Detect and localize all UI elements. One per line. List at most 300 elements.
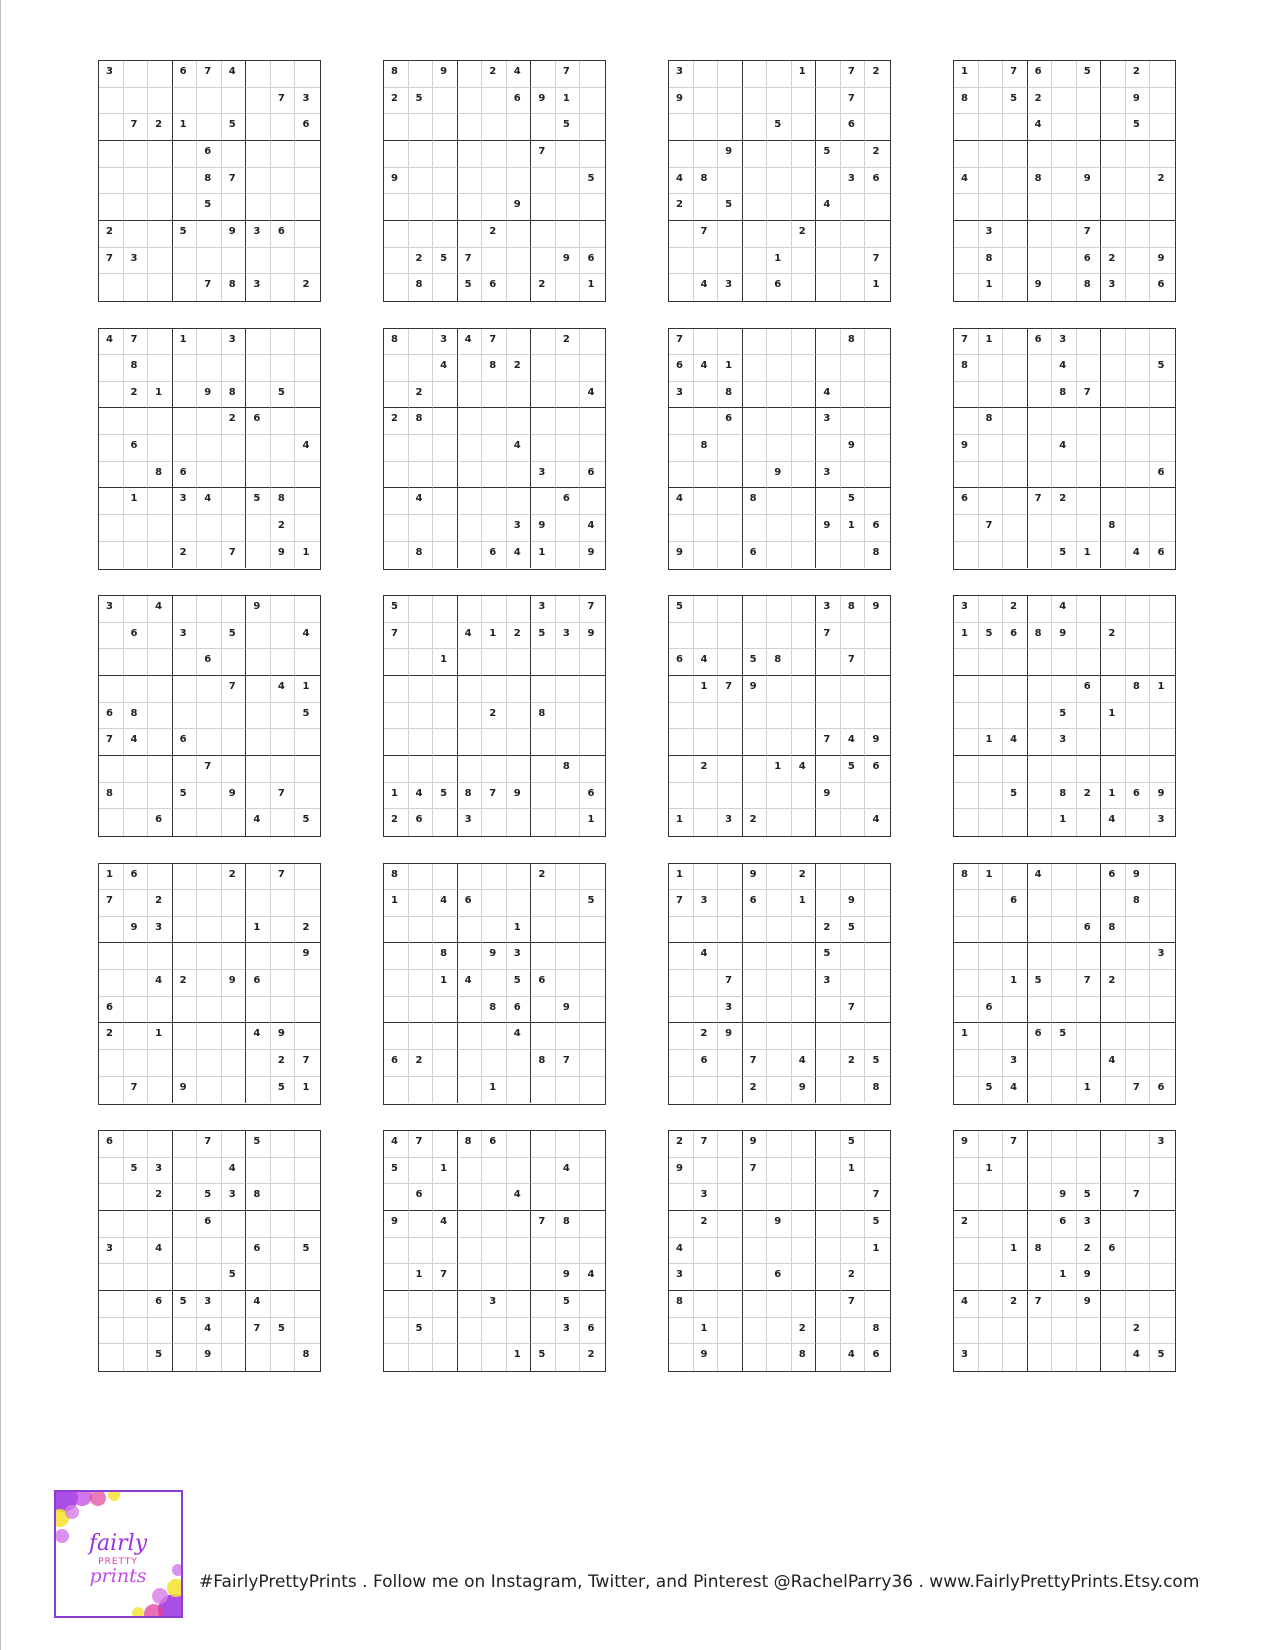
sudoku-cell	[384, 141, 409, 168]
sudoku-cell: 8	[482, 355, 507, 382]
sudoku-cell: 1	[865, 1238, 890, 1265]
sudoku-cell	[507, 1158, 532, 1185]
sudoku-cell	[482, 809, 507, 836]
sudoku-cell	[507, 221, 532, 248]
sudoku-cell	[482, 917, 507, 944]
sudoku-cell	[173, 997, 198, 1024]
sudoku-cell: 8	[1126, 676, 1151, 703]
sudoku-cell	[531, 729, 556, 756]
sudoku-cell	[979, 1264, 1004, 1291]
sudoku-cell	[458, 1291, 483, 1318]
sudoku-cell: 6	[531, 970, 556, 997]
sudoku-cell: 2	[1126, 61, 1151, 88]
sudoku-cell: 2	[99, 221, 124, 248]
sudoku-cell: 9	[531, 515, 556, 542]
sudoku-cell	[482, 676, 507, 703]
sudoku-cell	[531, 61, 556, 88]
sudoku-cell	[718, 1131, 743, 1158]
sudoku-cell	[1003, 462, 1028, 489]
sudoku-cell	[556, 890, 581, 917]
sudoku-cell	[556, 1077, 581, 1104]
sudoku-cell	[197, 88, 222, 115]
sudoku-cell	[433, 703, 458, 730]
sudoku-cell	[458, 1211, 483, 1238]
sudoku-puzzle	[953, 1130, 1176, 1372]
sudoku-cell: 5	[433, 248, 458, 275]
sudoku-cell: 8	[531, 703, 556, 730]
sudoku-cell	[173, 943, 198, 970]
sudoku-cell	[458, 515, 483, 542]
sudoku-cell	[954, 408, 979, 435]
sudoku-cell: 2	[173, 970, 198, 997]
sudoku-cell	[222, 1238, 247, 1265]
sudoku-cell: 7	[816, 729, 841, 756]
sudoku-cell	[124, 1131, 149, 1158]
sudoku-cell: 5	[979, 623, 1004, 650]
sudoku-cell	[148, 355, 173, 382]
sudoku-cell	[954, 676, 979, 703]
sudoku-cell	[1101, 221, 1126, 248]
sudoku-cell	[669, 703, 694, 730]
sudoku-cell	[816, 542, 841, 569]
sudoku-cell	[1052, 676, 1077, 703]
sudoku-cell	[767, 783, 792, 810]
sudoku-cell	[1052, 168, 1077, 195]
sudoku-cell	[482, 88, 507, 115]
sudoku-puzzle	[383, 863, 606, 1105]
sudoku-cell: 4	[222, 61, 247, 88]
sudoku-cell: 3	[556, 623, 581, 650]
sudoku-cell: 5	[507, 970, 532, 997]
sudoku-cell	[409, 329, 434, 356]
sudoku-cell	[1150, 649, 1175, 676]
sudoku-cell	[1077, 408, 1102, 435]
sudoku-cell	[271, 248, 296, 275]
sudoku-cell	[979, 488, 1004, 515]
sudoku-cell	[954, 756, 979, 783]
sudoku-cell	[1028, 141, 1053, 168]
sudoku-cell	[954, 274, 979, 301]
sudoku-cell	[531, 1158, 556, 1185]
sudoku-cell: 2	[743, 809, 768, 836]
sudoku-cell	[99, 114, 124, 141]
sudoku-cell: 7	[433, 1264, 458, 1291]
sudoku-cell	[433, 864, 458, 891]
sudoku-cell	[222, 890, 247, 917]
sudoku-cell: 6	[743, 890, 768, 917]
sudoku-cell	[979, 1318, 1004, 1345]
sudoku-cell	[1003, 1184, 1028, 1211]
sudoku-cell: 1	[173, 114, 198, 141]
sudoku-cell	[271, 1131, 296, 1158]
sudoku-cell: 3	[669, 382, 694, 409]
sudoku-cell: 1	[295, 676, 320, 703]
sudoku-cell	[222, 1050, 247, 1077]
sudoku-cell: 9	[841, 890, 866, 917]
sudoku-cell	[1028, 1184, 1053, 1211]
sudoku-cell	[1028, 248, 1053, 275]
sudoku-cell	[767, 194, 792, 221]
sudoku-cell: 2	[482, 221, 507, 248]
sudoku-cell	[580, 1023, 605, 1050]
sudoku-cell	[841, 1023, 866, 1050]
sudoku-cell	[295, 61, 320, 88]
sudoku-cell: 2	[507, 355, 532, 382]
sudoku-cell: 9	[865, 596, 890, 623]
sudoku-cell: 6	[482, 1131, 507, 1158]
sudoku-cell	[954, 890, 979, 917]
sudoku-cell	[482, 1050, 507, 1077]
sudoku-cell	[507, 1050, 532, 1077]
sudoku-cell: 2	[148, 114, 173, 141]
sudoku-cell	[767, 515, 792, 542]
sudoku-cell	[99, 649, 124, 676]
sudoku-cell	[531, 435, 556, 462]
sudoku-cell	[148, 194, 173, 221]
sudoku-cell	[173, 88, 198, 115]
sudoku-cell: 9	[295, 943, 320, 970]
sudoku-cell: 8	[872, 546, 880, 558]
sudoku-cell: 5	[222, 623, 247, 650]
sudoku-cell: 6	[694, 1050, 719, 1077]
sudoku-cell: 2	[409, 382, 434, 409]
sudoku-cell: 1	[531, 542, 556, 569]
sudoku-cell: 6	[1052, 1211, 1077, 1238]
sudoku-cell: 2	[1077, 1238, 1102, 1265]
sudoku-cell	[458, 1344, 483, 1371]
sudoku-cell	[792, 1184, 817, 1211]
sudoku-cell	[433, 809, 458, 836]
sudoku-cell	[694, 970, 719, 997]
sudoku-cell	[384, 970, 409, 997]
sudoku-cell	[173, 1238, 198, 1265]
sudoku-cell	[580, 729, 605, 756]
sudoku-cell: 5	[1126, 114, 1151, 141]
sudoku-cell	[246, 943, 271, 970]
sudoku-cell: 6	[1077, 248, 1102, 275]
sudoku-cell	[841, 462, 866, 489]
sudoku-cell: 8	[124, 703, 149, 730]
sudoku-cell: 1	[148, 1023, 173, 1050]
sudoku-cell	[1126, 703, 1151, 730]
sudoku-cell: 8	[865, 1318, 890, 1345]
sudoku-cell: 4	[792, 1050, 817, 1077]
sudoku-cell: 2	[148, 1184, 173, 1211]
sudoku-cell: 5	[1003, 783, 1028, 810]
sudoku-cell	[148, 1264, 173, 1291]
sudoku-cell	[1101, 1211, 1126, 1238]
sudoku-cell	[99, 88, 124, 115]
sudoku-cell	[148, 542, 173, 569]
sudoku-cell	[694, 1291, 719, 1318]
sudoku-cell: 4	[433, 355, 458, 382]
sudoku-cell	[580, 355, 605, 382]
sudoku-cell: 4	[433, 890, 458, 917]
sudoku-cell: 4	[1101, 809, 1126, 836]
sudoku-cell: 2	[409, 248, 434, 275]
sudoku-cell	[767, 809, 792, 836]
sudoku-cell	[507, 408, 532, 435]
sudoku-cell	[148, 329, 173, 356]
sudoku-cell: 9	[718, 141, 743, 168]
sudoku-cell	[222, 596, 247, 623]
sudoku-cell	[458, 408, 483, 435]
sudoku-cell	[433, 194, 458, 221]
sudoku-cell: 5	[271, 1077, 296, 1104]
sudoku-cell	[99, 168, 124, 195]
sudoku-cell: 2	[222, 864, 247, 891]
sudoku-cell	[222, 141, 247, 168]
sudoku-cell	[1028, 515, 1053, 542]
sudoku-puzzle	[98, 328, 321, 570]
sudoku-cell: 9	[792, 1077, 817, 1104]
sudoku-cell	[1003, 488, 1028, 515]
sudoku-cell: 1	[587, 279, 595, 291]
sudoku-cell	[458, 1158, 483, 1185]
sudoku-cell	[865, 114, 890, 141]
sudoku-cell	[124, 1264, 149, 1291]
page-edge	[0, 0, 1, 1650]
sudoku-cell	[816, 274, 841, 301]
sudoku-cell	[954, 970, 979, 997]
sudoku-cell: 3	[816, 462, 841, 489]
sudoku-cell: 6	[409, 809, 434, 836]
sudoku-cell	[792, 703, 817, 730]
sudoku-cell	[979, 382, 1004, 409]
sudoku-cell	[1150, 1264, 1175, 1291]
sudoku-cell	[816, 1264, 841, 1291]
sudoku-cell	[841, 141, 866, 168]
sudoku-cell	[384, 248, 409, 275]
sudoku-cell	[1003, 1344, 1028, 1371]
sudoku-cell	[1028, 1318, 1053, 1345]
sudoku-cell	[531, 408, 556, 435]
sudoku-cell	[694, 515, 719, 542]
sudoku-cell	[148, 88, 173, 115]
sudoku-cell	[458, 676, 483, 703]
sudoku-cell: 6	[124, 435, 149, 462]
sudoku-cell	[669, 408, 694, 435]
sudoku-cell	[556, 649, 581, 676]
sudoku-cell	[173, 756, 198, 783]
sudoku-cell: 8	[979, 248, 1004, 275]
sudoku-cell: 6	[173, 61, 198, 88]
sudoku-cell: 1	[872, 279, 880, 291]
sudoku-cell: 6	[580, 783, 605, 810]
sudoku-cell	[271, 355, 296, 382]
sudoku-cell	[246, 1077, 271, 1104]
sudoku-cell	[580, 997, 605, 1024]
sudoku-cell	[865, 488, 890, 515]
sudoku-cell	[124, 408, 149, 435]
sudoku-cell	[531, 1238, 556, 1265]
sudoku-cell: 4	[384, 1131, 409, 1158]
sudoku-cell	[1077, 488, 1102, 515]
sudoku-cell	[1028, 649, 1053, 676]
sudoku-cell	[792, 729, 817, 756]
sudoku-cell: 2	[384, 809, 409, 836]
sudoku-cell: 4	[507, 61, 532, 88]
sudoku-cell	[173, 649, 198, 676]
sudoku-cell: 7	[271, 864, 296, 891]
sudoku-cell	[222, 488, 247, 515]
sudoku-cell: 2	[792, 1318, 817, 1345]
sudoku-cell: 4	[1003, 729, 1028, 756]
sudoku-cell: 6	[1157, 1081, 1165, 1093]
sudoku-cell	[197, 1077, 222, 1104]
sudoku-cell: 9	[507, 194, 532, 221]
sudoku-cell	[816, 1211, 841, 1238]
sudoku-cell	[718, 1184, 743, 1211]
sudoku-cell	[580, 329, 605, 356]
sudoku-cell	[580, 114, 605, 141]
sudoku-cell: 9	[954, 435, 979, 462]
sudoku-cell	[1028, 1077, 1053, 1104]
sudoku-cell: 4	[148, 970, 173, 997]
sudoku-cell	[954, 703, 979, 730]
sudoku-cell	[556, 1131, 581, 1158]
sudoku-cell: 9	[1150, 248, 1175, 275]
sudoku-cell: 4	[954, 168, 979, 195]
sudoku-cell	[1003, 274, 1028, 301]
sudoku-cell: 9	[384, 1211, 409, 1238]
sudoku-cell: 3	[222, 1184, 247, 1211]
sudoku-cell	[124, 61, 149, 88]
sudoku-cell: 7	[841, 1291, 866, 1318]
sudoku-cell	[384, 1184, 409, 1211]
sudoku-cell	[124, 168, 149, 195]
sudoku-cell	[669, 1077, 694, 1104]
sudoku-puzzle	[668, 60, 891, 302]
sudoku-cell	[1003, 355, 1028, 382]
sudoku-cell	[865, 382, 890, 409]
sudoku-cell	[669, 1211, 694, 1238]
sudoku-cell	[295, 596, 320, 623]
sudoku-cell	[148, 248, 173, 275]
sudoku-cell	[694, 382, 719, 409]
sudoku-cell: 4	[271, 676, 296, 703]
sudoku-cell: 1	[718, 355, 743, 382]
sudoku-cell: 8	[792, 1344, 817, 1371]
sudoku-cell	[295, 515, 320, 542]
sudoku-cell: 7	[841, 88, 866, 115]
sudoku-cell	[507, 809, 532, 836]
sudoku-cell: 4	[1052, 435, 1077, 462]
sudoku-cell	[556, 141, 581, 168]
sudoku-cell	[148, 1211, 173, 1238]
sudoku-cell	[556, 1023, 581, 1050]
sudoku-cell: 4	[222, 1158, 247, 1185]
sudoku-cell	[295, 488, 320, 515]
sudoku-cell: 3	[694, 1184, 719, 1211]
sudoku-cell	[433, 1050, 458, 1077]
sudoku-cell	[1101, 890, 1126, 917]
sudoku-cell: 4	[669, 168, 694, 195]
sudoku-cell: 5	[841, 917, 866, 944]
sudoku-cell: 3	[507, 943, 532, 970]
sudoku-cell: 4	[669, 488, 694, 515]
sudoku-cell	[482, 1318, 507, 1345]
sudoku-cell	[1052, 408, 1077, 435]
sudoku-cell: 9	[556, 997, 581, 1024]
sudoku-cell: 3	[246, 221, 271, 248]
sudoku-cell	[1101, 676, 1126, 703]
sudoku-cell	[148, 515, 173, 542]
sudoku-cell	[246, 1264, 271, 1291]
sudoku-cell: 2	[302, 279, 310, 291]
sudoku-cell: 2	[409, 1050, 434, 1077]
sudoku-cell	[792, 194, 817, 221]
sudoku-cell: 3	[99, 61, 124, 88]
sudoku-cell	[409, 623, 434, 650]
sudoku-puzzle	[98, 60, 321, 302]
sudoku-cell: 8	[302, 1349, 310, 1361]
sudoku-cell	[979, 1023, 1004, 1050]
sudoku-cell: 8	[1052, 382, 1077, 409]
sudoku-cell	[1150, 596, 1175, 623]
sudoku-cell: 5	[865, 1211, 890, 1238]
sudoku-cell: 7	[556, 61, 581, 88]
sudoku-cell: 4	[841, 1344, 866, 1371]
sudoku-cell	[409, 1344, 434, 1371]
sudoku-cell	[384, 729, 409, 756]
sudoku-cell	[841, 703, 866, 730]
sudoku-cell	[295, 1264, 320, 1291]
sudoku-cell	[295, 890, 320, 917]
sudoku-cell: 8	[556, 756, 581, 783]
sudoku-cell: 3	[173, 488, 198, 515]
sudoku-cell	[1150, 1211, 1175, 1238]
sudoku-cell: 9	[1126, 864, 1151, 891]
sudoku-cell	[1101, 88, 1126, 115]
sudoku-cell	[409, 355, 434, 382]
sudoku-cell	[816, 1158, 841, 1185]
sudoku-cell	[580, 61, 605, 88]
sudoku-cell: 4	[99, 329, 124, 356]
sudoku-cell	[1101, 1158, 1126, 1185]
sudoku-cell	[694, 329, 719, 356]
sudoku-cell: 6	[669, 649, 694, 676]
sudoku-cell: 6	[271, 221, 296, 248]
sudoku-cell	[99, 809, 124, 836]
sudoku-cell	[148, 997, 173, 1024]
sudoku-cell	[507, 248, 532, 275]
sudoku-cell	[580, 864, 605, 891]
sudoku-puzzle	[953, 328, 1176, 570]
sudoku-cell: 6	[1157, 546, 1165, 558]
sudoku-cell	[1052, 943, 1077, 970]
sudoku-cell	[1003, 194, 1028, 221]
sudoku-cell: 9	[556, 248, 581, 275]
sudoku-cell: 7	[124, 114, 149, 141]
sudoku-cell: 7	[1003, 61, 1028, 88]
sudoku-cell	[669, 943, 694, 970]
sudoku-cell	[124, 783, 149, 810]
sudoku-cell	[979, 114, 1004, 141]
sudoku-cell	[507, 1264, 532, 1291]
sudoku-cell	[1003, 1023, 1028, 1050]
sudoku-cell: 3	[718, 809, 743, 836]
sudoku-cell	[1126, 408, 1151, 435]
sudoku-cell	[173, 1023, 198, 1050]
sudoku-cell	[197, 408, 222, 435]
sudoku-cell	[1101, 61, 1126, 88]
sudoku-cell: 1	[1077, 542, 1102, 569]
sudoku-cell	[173, 1264, 198, 1291]
sudoku-cell	[580, 221, 605, 248]
sudoku-cell	[148, 435, 173, 462]
sudoku-cell	[458, 542, 483, 569]
